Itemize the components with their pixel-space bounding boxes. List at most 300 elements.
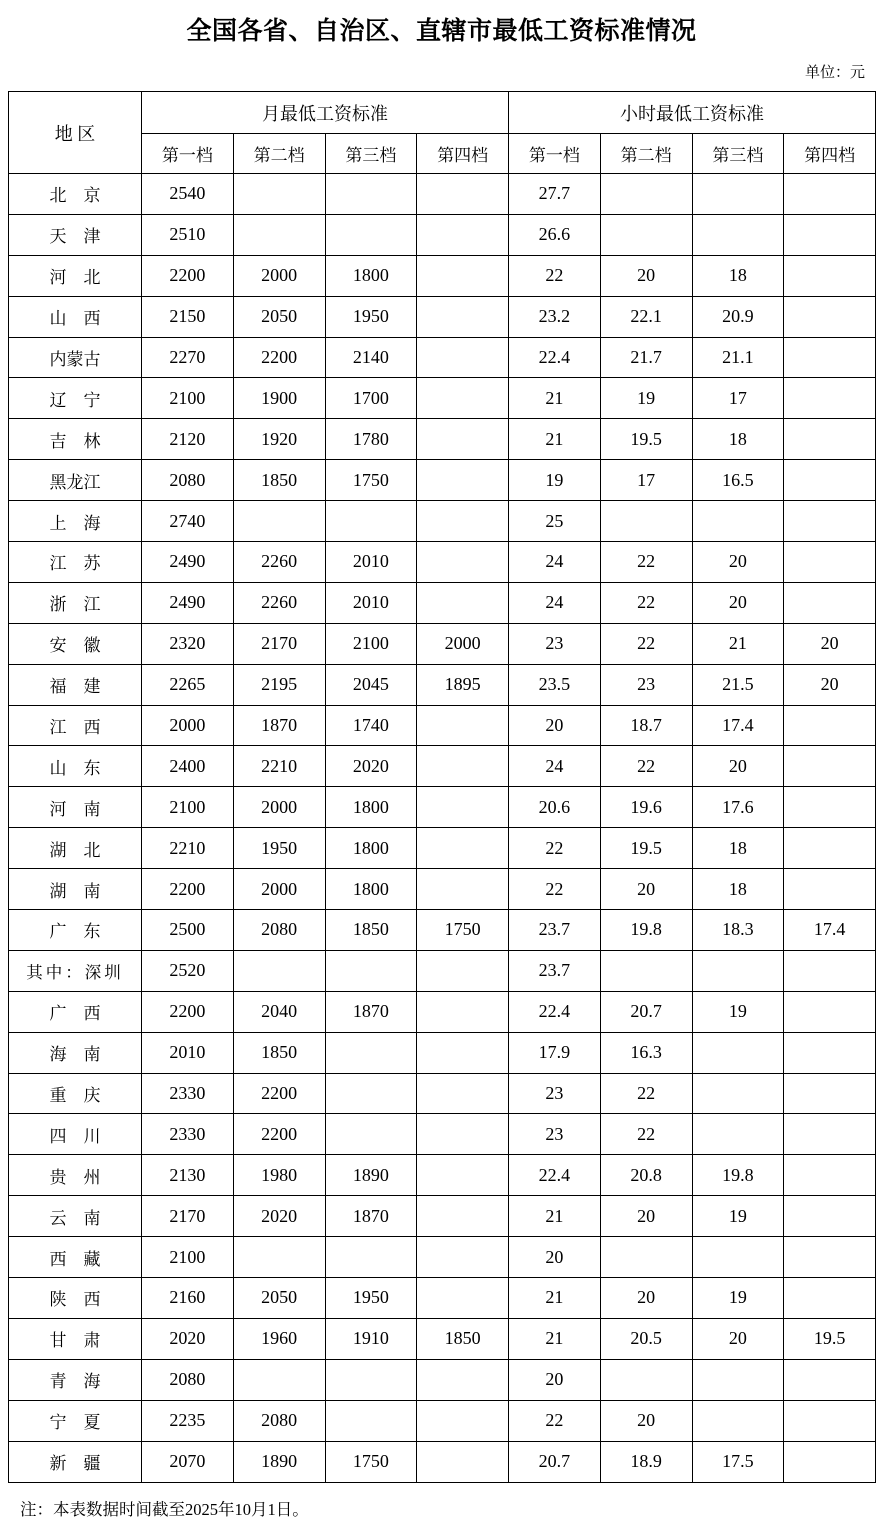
wage-value-cell: [784, 1278, 876, 1319]
wage-value-cell: 2130: [142, 1155, 234, 1196]
region-cell: 江 苏: [9, 542, 142, 583]
wage-value-cell: [784, 1237, 876, 1278]
wage-value-cell: 2000: [233, 869, 325, 910]
region-cell: 其中：深圳: [9, 950, 142, 991]
wage-value-cell: [784, 1114, 876, 1155]
wage-value-cell: 2490: [142, 582, 234, 623]
wage-value-cell: [784, 255, 876, 296]
wage-value-cell: 22: [509, 869, 601, 910]
wage-value-cell: [417, 746, 509, 787]
wage-value-cell: [325, 1237, 417, 1278]
wage-value-cell: [233, 1359, 325, 1400]
wage-value-cell: [692, 950, 784, 991]
wage-value-cell: 18: [692, 869, 784, 910]
wage-value-cell: 17.4: [692, 705, 784, 746]
wage-value-cell: 1800: [325, 787, 417, 828]
region-cell: 青 海: [9, 1359, 142, 1400]
wage-value-cell: 23: [600, 664, 692, 705]
column-header-monthly-tier-4: 第四档: [417, 134, 509, 174]
region-cell: 湖 北: [9, 828, 142, 869]
wage-value-cell: 19: [600, 378, 692, 419]
wage-value-cell: [417, 542, 509, 583]
wage-value-cell: 20: [600, 1400, 692, 1441]
wage-value-cell: 2010: [325, 542, 417, 583]
wage-value-cell: 1870: [233, 705, 325, 746]
region-cell: 河 北: [9, 255, 142, 296]
wage-value-cell: 20.9: [692, 296, 784, 337]
table-row: [9, 501, 876, 542]
table-body: [9, 174, 876, 1483]
wage-value-cell: [692, 174, 784, 215]
wage-value-cell: 19.5: [600, 828, 692, 869]
wage-value-cell: 23.7: [509, 950, 601, 991]
wage-value-cell: 2080: [233, 910, 325, 951]
wage-value-cell: 19.8: [692, 1155, 784, 1196]
wage-value-cell: 1870: [325, 1196, 417, 1237]
region-cell: 新 疆: [9, 1441, 142, 1482]
table-row: [9, 869, 876, 910]
wage-value-cell: 2200: [233, 337, 325, 378]
wage-value-cell: [417, 705, 509, 746]
wage-value-cell: 20: [692, 746, 784, 787]
wage-value-cell: 22: [509, 255, 601, 296]
wage-value-cell: [784, 174, 876, 215]
wage-value-cell: 2270: [142, 337, 234, 378]
wage-value-cell: [417, 1196, 509, 1237]
region-cell: 辽 宁: [9, 378, 142, 419]
wage-value-cell: 18.9: [600, 1441, 692, 1482]
wage-value-cell: [417, 337, 509, 378]
wage-value-cell: 20: [692, 542, 784, 583]
wage-value-cell: 1850: [233, 1032, 325, 1073]
wage-value-cell: [417, 1073, 509, 1114]
table-row: [9, 746, 876, 787]
wage-value-cell: [784, 460, 876, 501]
wage-value-cell: 2000: [417, 623, 509, 664]
wage-value-cell: 2100: [142, 787, 234, 828]
wage-value-cell: 18: [692, 828, 784, 869]
header-group-row: [9, 92, 876, 134]
wage-value-cell: 24: [509, 746, 601, 787]
region-cell: 云 南: [9, 1196, 142, 1237]
wage-value-cell: [600, 1359, 692, 1400]
wage-value-cell: 2260: [233, 582, 325, 623]
wage-value-cell: [784, 542, 876, 583]
wage-value-cell: 2020: [325, 746, 417, 787]
wage-value-cell: 1700: [325, 378, 417, 419]
wage-value-cell: 2160: [142, 1278, 234, 1319]
wage-value-cell: [233, 501, 325, 542]
region-cell: 陕 西: [9, 1278, 142, 1319]
wage-value-cell: 18.7: [600, 705, 692, 746]
region-cell: 安 徽: [9, 623, 142, 664]
wage-value-cell: 20: [509, 705, 601, 746]
wage-value-cell: [784, 214, 876, 255]
wage-value-cell: 2510: [142, 214, 234, 255]
wage-value-cell: [417, 1155, 509, 1196]
wage-value-cell: [784, 501, 876, 542]
table-row: [9, 623, 876, 664]
wage-value-cell: 2540: [142, 174, 234, 215]
wage-value-cell: 16.5: [692, 460, 784, 501]
wage-value-cell: 23.2: [509, 296, 601, 337]
table-row: [9, 664, 876, 705]
unit-label: 单位：元: [804, 65, 865, 81]
wage-value-cell: 22.4: [509, 337, 601, 378]
wage-value-cell: 19.6: [600, 787, 692, 828]
wage-value-cell: [784, 296, 876, 337]
wage-value-cell: 22: [600, 582, 692, 623]
table-row: [9, 910, 876, 951]
wage-value-cell: [417, 214, 509, 255]
wage-value-cell: 22: [600, 623, 692, 664]
table-row: [9, 214, 876, 255]
column-header-monthly-tier-2: 第二档: [233, 134, 325, 174]
wage-value-cell: 21: [509, 419, 601, 460]
wage-value-cell: 23.5: [509, 664, 601, 705]
table-row: [9, 1196, 876, 1237]
table-row: [9, 378, 876, 419]
wage-value-cell: [784, 1073, 876, 1114]
minimum-wage-table: [8, 91, 876, 1483]
wage-value-cell: [417, 1278, 509, 1319]
wage-value-cell: 1850: [325, 910, 417, 951]
table-header: [9, 92, 876, 174]
wage-value-cell: [325, 174, 417, 215]
wage-value-cell: [692, 1400, 784, 1441]
wage-value-cell: 2080: [233, 1400, 325, 1441]
wage-value-cell: 22: [600, 542, 692, 583]
wage-value-cell: [784, 869, 876, 910]
table-row: [9, 296, 876, 337]
wage-value-cell: [325, 214, 417, 255]
wage-value-cell: 17: [600, 460, 692, 501]
wage-value-cell: 2050: [233, 296, 325, 337]
region-cell: 重 庆: [9, 1073, 142, 1114]
wage-value-cell: 2045: [325, 664, 417, 705]
wage-value-cell: 20.7: [509, 1441, 601, 1482]
wage-value-cell: [692, 1237, 784, 1278]
wage-value-cell: 1890: [233, 1441, 325, 1482]
wage-value-cell: 2520: [142, 950, 234, 991]
column-header-region: 地 区: [9, 92, 142, 174]
wage-value-cell: [233, 174, 325, 215]
wage-value-cell: 2170: [142, 1196, 234, 1237]
wage-value-cell: [784, 787, 876, 828]
column-group-monthly-wage: 月最低工资标准: [142, 92, 509, 134]
wage-value-cell: 2000: [233, 255, 325, 296]
wage-value-cell: 2100: [325, 623, 417, 664]
wage-value-cell: 17.5: [692, 1441, 784, 1482]
wage-value-cell: 2490: [142, 542, 234, 583]
wage-value-cell: 2330: [142, 1073, 234, 1114]
wage-value-cell: [417, 787, 509, 828]
wage-value-cell: 20: [509, 1237, 601, 1278]
wage-value-cell: [417, 501, 509, 542]
wage-value-cell: [325, 1073, 417, 1114]
wage-value-cell: 1870: [325, 991, 417, 1032]
wage-value-cell: 23: [509, 1114, 601, 1155]
wage-value-cell: 22: [600, 1073, 692, 1114]
region-cell: 山 东: [9, 746, 142, 787]
wage-value-cell: 20: [692, 582, 784, 623]
wage-value-cell: 2080: [142, 1359, 234, 1400]
wage-value-cell: 20: [509, 1359, 601, 1400]
wage-value-cell: 1950: [325, 296, 417, 337]
wage-value-cell: 1950: [233, 828, 325, 869]
table-row: [9, 419, 876, 460]
table-row: [9, 337, 876, 378]
column-header-hourly-tier-3: 第三档: [692, 134, 784, 174]
wage-value-cell: 2080: [142, 460, 234, 501]
wage-value-cell: 2010: [142, 1032, 234, 1073]
wage-value-cell: 20: [600, 255, 692, 296]
wage-value-cell: [784, 378, 876, 419]
wage-value-cell: 2100: [142, 378, 234, 419]
wage-value-cell: 17.6: [692, 787, 784, 828]
wage-value-cell: 19: [692, 1278, 784, 1319]
table-row: [9, 1318, 876, 1359]
wage-value-cell: [417, 1400, 509, 1441]
wage-value-cell: 21: [509, 378, 601, 419]
wage-value-cell: [692, 1032, 784, 1073]
wage-value-cell: [692, 1359, 784, 1400]
wage-value-cell: 1750: [325, 460, 417, 501]
wage-value-cell: 24: [509, 582, 601, 623]
wage-value-cell: [233, 214, 325, 255]
wage-value-cell: [325, 501, 417, 542]
wage-value-cell: 1950: [325, 1278, 417, 1319]
wage-value-cell: [417, 419, 509, 460]
wage-value-cell: [692, 501, 784, 542]
wage-value-cell: 24: [509, 542, 601, 583]
wage-value-cell: 2500: [142, 910, 234, 951]
wage-value-cell: 1800: [325, 255, 417, 296]
wage-value-cell: [417, 1237, 509, 1278]
wage-value-cell: 22.1: [600, 296, 692, 337]
region-cell: 上 海: [9, 501, 142, 542]
wage-value-cell: [417, 991, 509, 1032]
column-header-hourly-tier-2: 第二档: [600, 134, 692, 174]
wage-value-cell: 22: [509, 1400, 601, 1441]
wage-value-cell: 1910: [325, 1318, 417, 1359]
wage-value-cell: 2200: [142, 869, 234, 910]
wage-value-cell: [784, 1441, 876, 1482]
wage-value-cell: 23.7: [509, 910, 601, 951]
wage-value-cell: [784, 746, 876, 787]
wage-value-cell: 22.4: [509, 1155, 601, 1196]
wage-value-cell: [784, 582, 876, 623]
wage-value-cell: 19.5: [600, 419, 692, 460]
wage-value-cell: 21: [509, 1196, 601, 1237]
wage-value-cell: 1895: [417, 664, 509, 705]
wage-value-cell: [784, 1196, 876, 1237]
wage-value-cell: 20: [784, 664, 876, 705]
wage-value-cell: 2320: [142, 623, 234, 664]
wage-value-cell: 2100: [142, 1237, 234, 1278]
column-group-hourly-wage: 小时最低工资标准: [509, 92, 876, 134]
wage-value-cell: [600, 1237, 692, 1278]
wage-value-cell: 2210: [142, 828, 234, 869]
wage-value-cell: [784, 419, 876, 460]
wage-value-cell: 20.7: [600, 991, 692, 1032]
wage-value-cell: 1740: [325, 705, 417, 746]
column-header-monthly-tier-3: 第三档: [325, 134, 417, 174]
wage-value-cell: 27.7: [509, 174, 601, 215]
wage-value-cell: [417, 828, 509, 869]
table-row: [9, 1278, 876, 1319]
wage-value-cell: [417, 582, 509, 623]
wage-value-cell: 2010: [325, 582, 417, 623]
wage-value-cell: 21: [509, 1278, 601, 1319]
region-cell: 湖 南: [9, 869, 142, 910]
wage-value-cell: 1800: [325, 869, 417, 910]
wage-value-cell: [233, 1237, 325, 1278]
wage-value-cell: 21: [692, 623, 784, 664]
column-header-monthly-tier-1: 第一档: [142, 134, 234, 174]
region-cell: 广 东: [9, 910, 142, 951]
wage-value-cell: 17.9: [509, 1032, 601, 1073]
wage-value-cell: 1890: [325, 1155, 417, 1196]
wage-value-cell: [784, 1359, 876, 1400]
wage-value-cell: [417, 460, 509, 501]
wage-value-cell: 2000: [233, 787, 325, 828]
wage-value-cell: [417, 869, 509, 910]
wage-value-cell: [784, 1032, 876, 1073]
wage-value-cell: [325, 1032, 417, 1073]
wage-value-cell: 19.5: [784, 1318, 876, 1359]
table-row: [9, 1359, 876, 1400]
column-header-hourly-tier-1: 第一档: [509, 134, 601, 174]
wage-value-cell: 2210: [233, 746, 325, 787]
region-cell: 浙 江: [9, 582, 142, 623]
wage-value-cell: [784, 1400, 876, 1441]
table-row: [9, 705, 876, 746]
footnote: 注：本表数据时间截至2025年10月1日。: [20, 1499, 309, 1519]
table-row: [9, 255, 876, 296]
wage-value-cell: [692, 1114, 784, 1155]
wage-value-cell: [417, 296, 509, 337]
region-cell: 福 建: [9, 664, 142, 705]
wage-value-cell: 19: [692, 1196, 784, 1237]
wage-value-cell: 1980: [233, 1155, 325, 1196]
wage-value-cell: [325, 1359, 417, 1400]
region-cell: 广 西: [9, 991, 142, 1032]
wage-value-cell: [600, 501, 692, 542]
wage-value-cell: 22: [509, 828, 601, 869]
wage-value-cell: [325, 1114, 417, 1155]
table-row: [9, 1237, 876, 1278]
wage-value-cell: 22: [600, 1114, 692, 1155]
region-cell: 宁 夏: [9, 1400, 142, 1441]
wage-value-cell: [417, 1441, 509, 1482]
region-cell: 吉 林: [9, 419, 142, 460]
region-cell: 天 津: [9, 214, 142, 255]
wage-value-cell: 23: [509, 1073, 601, 1114]
wage-value-cell: 22: [600, 746, 692, 787]
table-row: [9, 1114, 876, 1155]
wage-value-cell: 2120: [142, 419, 234, 460]
table-row: [9, 1032, 876, 1073]
table-row: [9, 1400, 876, 1441]
table-row: [9, 1073, 876, 1114]
wage-value-cell: 1750: [417, 910, 509, 951]
wage-value-cell: 22.4: [509, 991, 601, 1032]
wage-value-cell: [600, 214, 692, 255]
wage-value-cell: [784, 337, 876, 378]
wage-value-cell: 2200: [233, 1073, 325, 1114]
table-row: [9, 174, 876, 215]
wage-value-cell: [692, 1073, 784, 1114]
wage-value-cell: 2020: [233, 1196, 325, 1237]
wage-value-cell: [417, 1114, 509, 1155]
region-cell: 黑龙江: [9, 460, 142, 501]
wage-value-cell: 1850: [233, 460, 325, 501]
table-row: [9, 828, 876, 869]
wage-value-cell: [233, 950, 325, 991]
wage-value-cell: [417, 1359, 509, 1400]
wage-value-cell: 1850: [417, 1318, 509, 1359]
wage-value-cell: 17: [692, 378, 784, 419]
wage-value-cell: 20.6: [509, 787, 601, 828]
wage-value-cell: 2200: [233, 1114, 325, 1155]
table-row: [9, 1155, 876, 1196]
table-row: [9, 950, 876, 991]
table-row: [9, 460, 876, 501]
wage-value-cell: 20: [784, 623, 876, 664]
wage-value-cell: 19: [692, 991, 784, 1032]
wage-value-cell: 23: [509, 623, 601, 664]
region-cell: 河 南: [9, 787, 142, 828]
wage-value-cell: [417, 1032, 509, 1073]
wage-value-cell: [325, 1400, 417, 1441]
wage-value-cell: 2170: [233, 623, 325, 664]
wage-value-cell: [784, 705, 876, 746]
region-cell: 贵 州: [9, 1155, 142, 1196]
wage-value-cell: 19: [509, 460, 601, 501]
wage-value-cell: 16.3: [600, 1032, 692, 1073]
wage-value-cell: 26.6: [509, 214, 601, 255]
wage-value-cell: [417, 950, 509, 991]
wage-value-cell: 18: [692, 255, 784, 296]
wage-value-cell: 25: [509, 501, 601, 542]
wage-value-cell: 2200: [142, 991, 234, 1032]
wage-value-cell: 20: [692, 1318, 784, 1359]
wage-value-cell: [600, 174, 692, 215]
wage-value-cell: 21.7: [600, 337, 692, 378]
table-row: [9, 1441, 876, 1482]
wage-value-cell: 2000: [142, 705, 234, 746]
column-header-hourly-tier-4: 第四档: [784, 134, 876, 174]
wage-value-cell: 2200: [142, 255, 234, 296]
wage-value-cell: 1900: [233, 378, 325, 419]
wage-value-cell: 2265: [142, 664, 234, 705]
region-cell: 山 西: [9, 296, 142, 337]
wage-value-cell: [784, 828, 876, 869]
wage-value-cell: 21.5: [692, 664, 784, 705]
table-row: [9, 991, 876, 1032]
wage-value-cell: 18.3: [692, 910, 784, 951]
wage-value-cell: [417, 174, 509, 215]
wage-value-cell: 2150: [142, 296, 234, 337]
wage-value-cell: 21.1: [692, 337, 784, 378]
wage-value-cell: [784, 991, 876, 1032]
wage-value-cell: 20.5: [600, 1318, 692, 1359]
wage-value-cell: 2740: [142, 501, 234, 542]
wage-value-cell: 20: [600, 869, 692, 910]
table-row: [9, 542, 876, 583]
wage-value-cell: 2260: [233, 542, 325, 583]
